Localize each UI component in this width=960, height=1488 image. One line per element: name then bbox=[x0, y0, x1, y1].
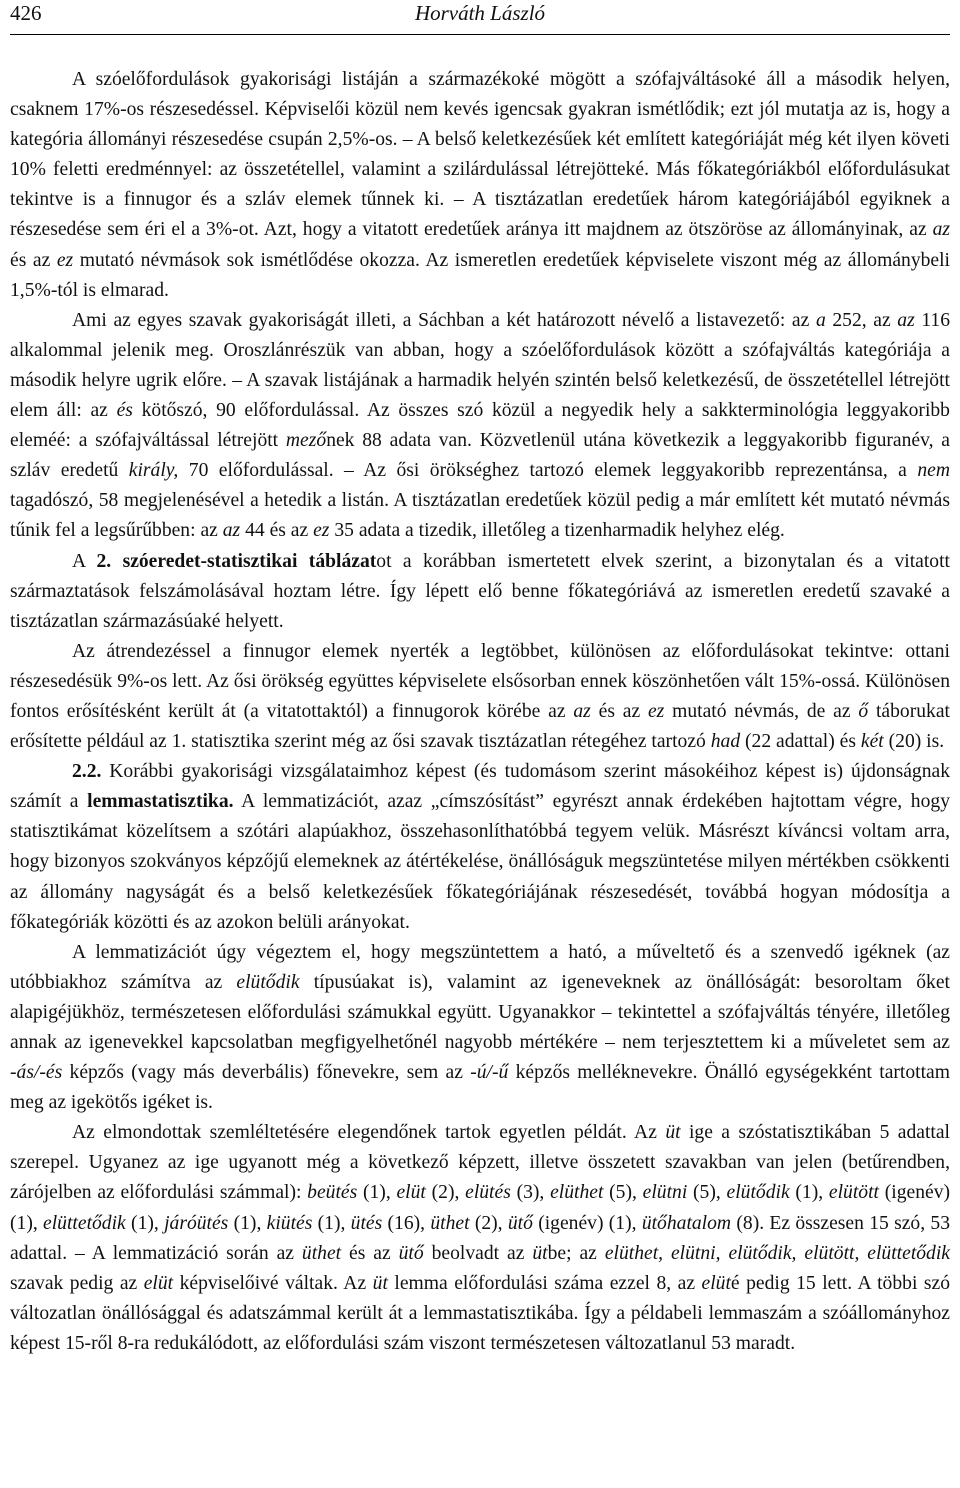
text-run: (1), bbox=[357, 1182, 397, 1204]
italic-term: és bbox=[116, 400, 133, 422]
italic-term: elütés bbox=[465, 1182, 511, 1204]
text-run: ot a korábban ismertetett elvek szerint, a bizonytalan és a vitatott származtatások felszámolásával hoztam létre. Így lépett elő benne főkategóriává az ismeretlen eredetű szavaké a tisztázatlan származásúaké helyett. bbox=[10, 550, 950, 632]
text-run: Az elmondottak szemléltetésére elegendőnek tartok egyetlen példát. Az bbox=[72, 1122, 666, 1144]
text-run: (5), bbox=[603, 1182, 643, 1204]
italic-term: üt bbox=[372, 1272, 388, 1294]
running-head bbox=[10, 0, 950, 35]
italic-term: elütődik bbox=[236, 971, 300, 993]
italic-term: üt bbox=[532, 1242, 548, 1264]
text-run: mutató névmások sok ismétlődése okozza. Az ismeretlen eredetűek képviselete viszont még az állománybeli 1,5%-tól is elmarad. bbox=[10, 249, 950, 301]
text-run: kötőszó, 90 előfordulással. Az összes szó közül a negyedik hely a sakkterminológia leggyakoribb eleméé: a szófajváltással létrejött bbox=[10, 400, 950, 452]
paragraph bbox=[10, 1118, 950, 1359]
text-run: A lemmatizációt úgy végeztem el, hogy megszüntettem a ható, a műveltető és a szenvedő igéknek (az utóbbiakhoz számítva az bbox=[10, 941, 950, 993]
italic-term: elütött bbox=[828, 1182, 879, 1204]
text-run: 116 alkalommal jelenik meg. Oroszlánrészük van abban, hogy a szóelőfordulások között a szófajváltás kategóriája a második helyre ugrik előre. – A szavak listájának a harmadik helyén szintén belső keletkezésű, de összetétellel létrejött elem áll: az bbox=[10, 309, 951, 422]
italic-term: kiütés bbox=[266, 1212, 313, 1234]
text-run: képzős melléknevekre. Önálló egységekként tartottam meg az igekötős igéket is. bbox=[10, 1062, 950, 1114]
text-run: képzős (vagy más deverbális) főnevekre, sem az bbox=[62, 1062, 471, 1084]
text-run: Ami az egyes szavak gyakoriságát illeti, a Sáchban a két határozott névelő a listavezető: az bbox=[72, 309, 816, 331]
text-run: lemma előfordulási száma ezzel 8, az bbox=[387, 1272, 702, 1294]
italic-term: ez bbox=[56, 249, 74, 271]
text-run: szavak pedig az bbox=[10, 1272, 144, 1294]
italic-term: a bbox=[815, 309, 826, 331]
italic-term: elütni bbox=[642, 1182, 688, 1204]
italic-term: -ú/-ű bbox=[470, 1062, 509, 1084]
text-run: (5), bbox=[687, 1182, 727, 1204]
text-run: A szóelőfordulások gyakorisági listáján a származékoké mögött a szófajváltásoké áll a második helyen, csaknem 17%-os részesedéssel. Képviselői közül nem kevés igencsak gyakran ismétlődik; ezt jól mutatja az is, hogy a kategória állományi részesedése csupán 2,5%-os. – A belső keletkezésűek két említett kategóriáját még két ilyen követi 10% feletti eredménnyel: az összetétellel, valamint a szilárdulással létrejötteké. Más főkategóriákból előfordulásukat tekintve is a finnugor és a szláv elemek tűnnek ki. – A tisztázatlan eredetűek három kategóriájából egyiknek a részesedése sem éri el a 3%-ot. Azt, hogy a vitatott eredetűek aránya itt majdnem az ötszöröse az állományinak, az bbox=[10, 69, 950, 241]
italic-term: ő bbox=[858, 700, 869, 722]
text-run: és az bbox=[590, 700, 648, 722]
text-run: (22 adattal) és bbox=[740, 731, 861, 753]
text-run: (1), bbox=[789, 1182, 829, 1204]
italic-term: had bbox=[710, 731, 741, 753]
text-run: típusúakat is), valamint az igeneveknek az önállóságát: besoroltam őket alapigéjükhöz, természetesen előfordulási számukkal együtt. Ugyanakkor – tekintettel a szófajváltás tényére, illetőleg annak az igenevekkel kapcsolatban megfigyelhetőnél nagyobb mértékére – nem terjesztettem ki a műveletet sem az bbox=[10, 971, 950, 1053]
text-run: Az átrendezéssel a finnugor elemek nyerték a legtöbbet, különösen az előfordulásokat tekintve: ottani részesedésük 9%-os lett. Az ősi örökség együttes képviselete elsősorban ennek köszönhetően vált 15%-ossá. Különösen fontos erősítésként került át (a vitatottaktól) a finnugorok körébe az bbox=[10, 640, 950, 722]
text-run: (8). Ez összesen 15 szó, 53 adattal. – A lemmatizáció során az bbox=[10, 1212, 950, 1264]
text-run: (igenév) (1), bbox=[532, 1212, 642, 1234]
text-run: tagadószó, 58 megjelenésével a hetedik a listán. A tisztázatlan eredetűek közül pedig a már említett két mutató névmás tűnik fel a legsűrűbben: az bbox=[10, 490, 950, 542]
italic-term: beütés bbox=[307, 1182, 358, 1204]
text-run: Korábbi gyakorisági vizsgálataimhoz képest (és tudomásom szerint másokéihoz képest is) újdonságnak számít a bbox=[10, 761, 950, 813]
text-run: (2), bbox=[469, 1212, 508, 1234]
italic-term: ütés bbox=[350, 1212, 383, 1234]
italic-term: két bbox=[860, 731, 884, 753]
text-run: képviselőivé váltak. Az bbox=[173, 1272, 373, 1294]
italic-term: király, bbox=[128, 460, 179, 482]
text-run: (2), bbox=[425, 1182, 466, 1204]
italic-term: nem bbox=[917, 460, 950, 482]
italic-term: elütődik bbox=[726, 1182, 790, 1204]
bold-term: lemmastatisztika. bbox=[87, 791, 234, 813]
paragraph bbox=[10, 938, 950, 1119]
italic-term: elüt bbox=[143, 1272, 174, 1294]
bold-term: 2. szóeredet-statisztikai táblázat bbox=[96, 550, 377, 572]
text-run: 70 előfordulással. – Az ősi örökséghez tartozó elemek leggyakoribb reprezentánsa, a bbox=[178, 460, 918, 482]
text-run: A lemmatizációt, azaz „címszósítást” egyrészt annak érdekében hajtottam végre, hogy statisztikámat közelítsem a szótári alapúakhoz, összehasonlíthatóbbá tegyem velük. Másrészt kíváncsi voltam arra, hogy bizonyos szokványos képzőjű elemeknek az átértékelése, önállóságuk megszüntetése milyen mértékben csökkenti az állomány nagyságát és a belső keletkezésűek főkategóriájának részesedését, továbbá hogyan módosítja a főkategóriák közötti és az azokon belüli arányokat. bbox=[10, 791, 950, 933]
text-run: (1), bbox=[228, 1212, 267, 1234]
text-run: be; az bbox=[547, 1242, 605, 1264]
italic-term: üt bbox=[665, 1122, 681, 1144]
body-text bbox=[10, 65, 950, 1359]
text-run: mutató névmás, de az bbox=[664, 700, 859, 722]
running-title-author: Horváth László bbox=[414, 1, 546, 25]
text-run: 252, az bbox=[825, 309, 898, 331]
italic-term: elüt bbox=[396, 1182, 426, 1204]
text-run: 44 és az bbox=[240, 520, 314, 542]
paragraph bbox=[10, 65, 950, 306]
italic-term: ez bbox=[647, 700, 665, 722]
text-run: beolvadt az bbox=[423, 1242, 533, 1264]
italic-term: az bbox=[932, 219, 950, 241]
paragraph bbox=[10, 637, 950, 757]
italic-term: járóütés bbox=[164, 1212, 229, 1234]
text-run: táborukat erősítette például az 1. statisztika szerint még az ősi szavak tisztázatlan rétegéhez tartozó bbox=[10, 700, 950, 753]
text-run: nek 88 adata van. Közvetlenül utána következik a leggyakoribb figuranév, a szláv eredetű bbox=[10, 430, 950, 482]
italic-term: az bbox=[573, 700, 591, 722]
italic-term: az bbox=[222, 520, 241, 542]
italic-term: -ás/-és bbox=[10, 1062, 63, 1084]
paragraph bbox=[10, 547, 950, 637]
italic-term: ütőhatalom bbox=[641, 1212, 732, 1234]
text-run: (16), bbox=[382, 1212, 431, 1234]
italic-term: elüttetődik bbox=[43, 1212, 126, 1234]
text-run: ige a szóstatisztikában 5 adattal szerepel. Ugyanez az ige ugyanott még a következő képzett, illetve összetett szavakban van jelen (betűrendben, zárójelben az előfordulási számmal): bbox=[10, 1122, 950, 1204]
paragraph bbox=[10, 306, 950, 547]
text-run: és az bbox=[10, 249, 57, 271]
text-run: és az bbox=[341, 1242, 399, 1264]
paragraph bbox=[10, 757, 950, 938]
italic-term: az bbox=[897, 309, 915, 331]
italic-term: üthet bbox=[301, 1242, 342, 1264]
italic-term: üthet bbox=[430, 1212, 470, 1234]
text-run: A bbox=[72, 550, 97, 572]
italic-term: mező bbox=[285, 430, 327, 452]
text-run: é pedig 15 lett. A többi szó változatlan önállósággal és adatszámmal került át a lemmastatisztikába. Így a példabeli lemmaszám a szóállományhoz képest 15-ről 8-ra redukálódott, az előfordulási szám viszont természetesen változatlanul 53 maradt. bbox=[10, 1272, 950, 1354]
text-run: (3), bbox=[510, 1182, 551, 1204]
text-run: (1), bbox=[125, 1212, 165, 1234]
text-run: (igenév) (1), bbox=[10, 1182, 951, 1234]
text-run: (1), bbox=[312, 1212, 351, 1234]
page-number: 426 bbox=[10, 1, 42, 25]
italic-term: ütő bbox=[507, 1212, 533, 1234]
italic-term: ez bbox=[313, 520, 330, 542]
italic-term: elüthet, elütni, elütődik, elütött, elüttetődik bbox=[604, 1242, 950, 1264]
bold-term: 2.2. bbox=[72, 761, 102, 783]
italic-term: ütő bbox=[398, 1242, 424, 1264]
text-run: (20) is. bbox=[883, 731, 945, 753]
italic-term: elüthet bbox=[550, 1182, 604, 1204]
italic-term: elüt bbox=[701, 1272, 731, 1294]
text-run: 35 adata a tizedik, illetőleg a tizenharmadik helyhez elég. bbox=[329, 520, 785, 542]
